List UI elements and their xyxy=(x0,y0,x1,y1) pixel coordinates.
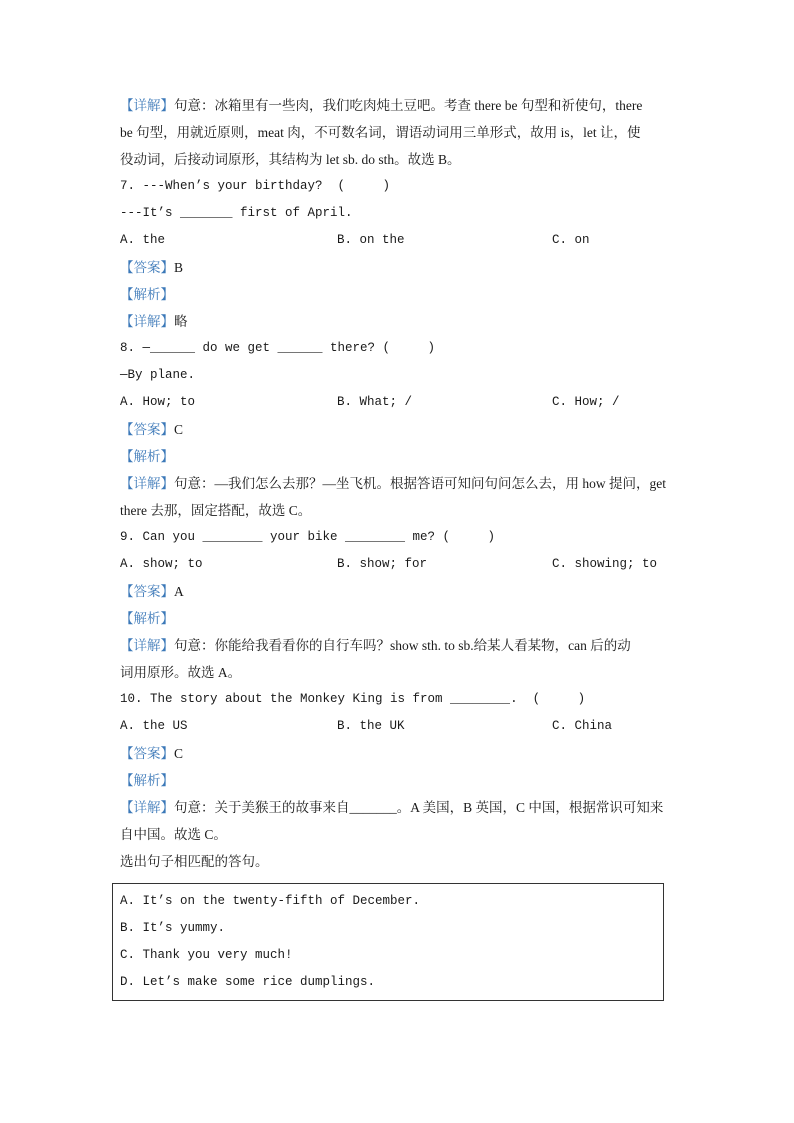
analysis-label: 【解析】 xyxy=(120,449,174,464)
question-text: 8. —______ do we get ______ there? ( ) xyxy=(120,341,436,355)
option-a: A. show; to xyxy=(120,557,203,571)
detail-label: 【详解】 xyxy=(120,800,174,815)
options-row xyxy=(120,713,676,740)
answer-label: 【答案】 xyxy=(120,746,174,761)
option-b: B. the UK xyxy=(337,719,405,733)
analysis-label: 【解析】 xyxy=(120,287,174,302)
detail-label: 【详解】 xyxy=(120,98,174,113)
option-a: A. the US xyxy=(120,719,188,733)
detail-text: 句意：关于美猴王的故事来自_______。A 美国，B 英国，C 中国，根据常识可知来 xyxy=(174,800,664,815)
question-text: 10. The story about the Monkey King is from ________. ( ) xyxy=(120,692,586,706)
detail-label: 【详解】 xyxy=(120,476,174,491)
option-c: C. China xyxy=(552,719,613,733)
question-text: 9. Can you ________ your bike ________ me? ( ) xyxy=(120,530,496,544)
answer-value: A xyxy=(174,584,184,599)
options-row xyxy=(120,551,676,578)
detail-text: 句意：—我们怎么去那？—坐飞机。根据答语可知问句问怎么去，用 how 提问，get xyxy=(174,476,666,491)
option-a: A. the xyxy=(120,233,166,247)
option-b: B. show; for xyxy=(337,557,428,571)
detail-label: 【详解】 xyxy=(120,314,174,329)
answer-value: C xyxy=(174,746,184,761)
option-c: C. How; / xyxy=(552,395,620,409)
choice-d: D. Let’s make some rice dumplings. xyxy=(120,975,376,989)
choice-a: A. It’s on the twenty-fifth of December. xyxy=(120,894,421,908)
detail-text: 自中国。故选 C。 xyxy=(120,827,227,842)
option-b: B. What; / xyxy=(337,395,413,409)
section-title: 选出句子相匹配的答句。 xyxy=(120,854,269,869)
answer-label: 【答案】 xyxy=(120,422,174,437)
matching-section xyxy=(120,848,676,1001)
option-b: B. on the xyxy=(337,233,405,247)
option-c: C. showing; to xyxy=(552,557,658,571)
question-7 xyxy=(120,173,676,335)
detail-text: there 去那，固定搭配，故选 C。 xyxy=(120,503,312,518)
detail-text: 役动词，后接动词原形，其结构为 let sb. do sth。故选 B。 xyxy=(120,152,461,167)
options-row xyxy=(120,227,676,254)
answer-label: 【答案】 xyxy=(120,584,174,599)
detail-text: 词用原形。故选 A。 xyxy=(120,665,242,680)
answer-value: C xyxy=(174,422,184,437)
question-8 xyxy=(120,335,676,524)
answer-choices-box xyxy=(112,883,664,1001)
options-row xyxy=(120,389,676,416)
choice-c: C. Thank you very much! xyxy=(120,948,293,962)
detail-label: 【详解】 xyxy=(120,638,174,653)
question-text: 7. ---When’s your birthday? ( ) xyxy=(120,179,391,193)
document-page xyxy=(120,92,676,1001)
question-answer-line: ---It’s _______ first of April. xyxy=(120,206,353,220)
detail-text: be 句型，用就近原则，meat 肉，不可数名词，谓语动词用三单形式，故用 is，let 让，使 xyxy=(120,125,641,140)
question-answer-line: —By plane. xyxy=(120,368,196,382)
answer-label: 【答案】 xyxy=(120,260,174,275)
detail-text: 句意：冰箱里有一些肉，我们吃肉炖土豆吧。考查 there be 句型和祈使句，there xyxy=(174,98,643,113)
question-10 xyxy=(120,686,676,848)
choice-b: B. It’s yummy. xyxy=(120,921,226,935)
prev-explanation xyxy=(120,92,676,173)
analysis-label: 【解析】 xyxy=(120,611,174,626)
analysis-label: 【解析】 xyxy=(120,773,174,788)
option-a: A. How; to xyxy=(120,395,196,409)
question-9 xyxy=(120,524,676,686)
option-c: C. on xyxy=(552,233,590,247)
answer-value: B xyxy=(174,260,184,275)
detail-text: 句意：你能给我看看你的自行车吗？show sth. to sb.给某人看某物，can 后的动 xyxy=(174,638,631,653)
detail-text: 略 xyxy=(174,314,188,329)
